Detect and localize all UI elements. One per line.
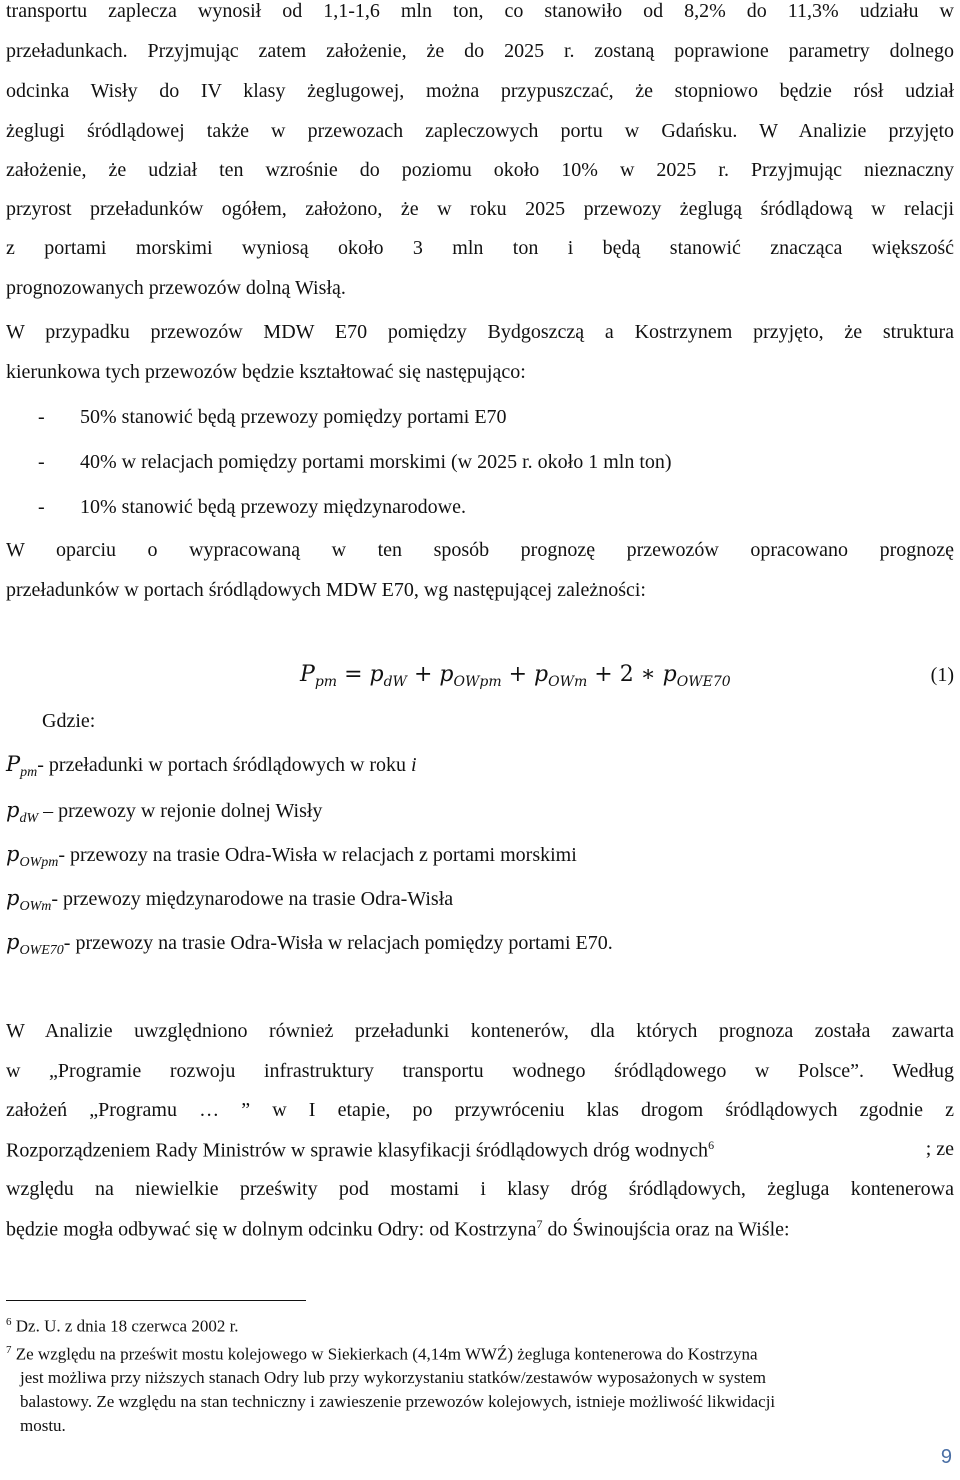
body-line-2: przeładunkach. Przyjmując zatem założenie, że do 2025 r. zostaną poprawione parametry dolnego (6, 40, 954, 62)
body-line-17: względu na niewielkie prześwity pod mostami i klasy dróg śródlądowych, żegluga kontenerowa (6, 1178, 954, 1200)
body-line-16: Rozporządzeniem Rady Ministrów w sprawie klasyfikacji śródlądowych dróg wodnych$^6$ ; ze (6, 1138, 954, 1162)
footnote-6: $^6$ Dz. U. z dnia 18 czerwca 2002 r. (6, 1316, 239, 1336)
bullet-marker: - (38, 496, 45, 518)
body-line-8: prognozowanych przewozów dolną Wisłą. (6, 277, 346, 299)
footnote-7-line: balastowy. Ze względu na stan techniczny i zawieszenie przewozów kolejowych, istnieje możliwość likwidacji (20, 1392, 776, 1411)
definition-item: $p_{OWm}-$ przewozy międzynarodowe na trasie Odra-Wisła (6, 886, 454, 914)
definition-item: $p_{dW}$ – przewozy w rejonie dolnej Wisły (6, 798, 323, 826)
bullet-item: 50% stanowić będą przewozy pomiędzy portami E70 (80, 406, 507, 428)
equation-number: (1) (930, 664, 954, 686)
footnote-7: $^7$ Ze względu na prześwit mostu kolejowego w Siekierkach (4,14m WWŹ) żegluga kontenerowa do Kostrzyna (6, 1344, 758, 1364)
body-line-9: W przypadku przewozów MDW E70 pomiędzy Bydgoszczą a Kostrzynem przyjęto, że struktura (6, 321, 954, 343)
where-label: Gdzie: (42, 710, 96, 732)
formula: $P_{pm} = p_{dW} + p_{OWpm} + p_{OWm} + 2$ ∗ $p_{OWE70}$ (300, 662, 731, 690)
footnote-ref: 7 (536, 1217, 543, 1231)
bullet-marker: - (38, 451, 45, 473)
body-line-3: odcinka Wisły do IV klasy żeglugowej, można przypuszczać, że stopniowo będzie rósł udział (6, 80, 954, 102)
body-line-12: przeładunków w portach śródlądowych MDW E70, wg następującej zależności: (6, 579, 646, 601)
body-line-5: założenie, że udział ten wzrośnie do poziomu około 10% w 2025 r. Przyjmując nieznaczny (6, 159, 954, 181)
body-line-18: będzie mogła odbywać się w dolnym odcinku Odry: od Kostrzyna$^7$ do Świnoujścia oraz na Wiśle: (6, 1217, 790, 1241)
bullet-marker: - (38, 406, 45, 428)
page-number: 9 (940, 1446, 952, 1468)
body-line-7: z portami morskimi wyniosą około 3 mln ton i będą stanowić znacząca większość (6, 237, 954, 259)
body-line-10: kierunkowa tych przewozów będzie kształtować się następująco: (6, 361, 526, 383)
body-line-14: w „Programie rozwoju infrastruktury transportu wodnego śródlądowego w Polsce”. Według (6, 1060, 954, 1082)
footnote-7-line: jest możliwa przy niższych stanach Odry lub przy wykorzystaniu statków/zestawów wyposażonych w system (20, 1368, 766, 1387)
footnote-separator (6, 1300, 306, 1301)
body-line-13: W Analizie uwzględniono również przeładunki kontenerów, dla których prognoza została zawarta (6, 1020, 954, 1042)
definition-item: $p_{OWpm}-$ przewozy na trasie Odra-Wisła w relacjach z portami morskimi (6, 842, 577, 870)
bullet-item: 40% w relacjach pomiędzy portami morskimi (w 2025 r. około 1 mln ton) (80, 451, 672, 473)
footnote-ref: 6 (708, 1138, 715, 1152)
footnote-7-line: mostu. (20, 1416, 66, 1435)
definition-item: $P_{pm}-$ przeładunki w portach śródlądowych w roku i (6, 752, 417, 780)
body-line-4: żeglugi śródlądowej także w przewozach zapleczowych portu w Gdańsku. W Analizie przyjęto (6, 120, 954, 142)
bullet-item: 10% stanowić będą przewozy międzynarodowe. (80, 496, 466, 518)
body-line-1: transportu zaplecza wynosił od 1,1-1,6 mln ton, co stanowiło od 8,2% do 11,3% udziału w (6, 0, 954, 22)
body-line-11: W oparciu o wypracowaną w ten sposób prognozę przewozów opracowano prognozę (6, 539, 954, 561)
body-line-6: przyrost przeładunków ogółem, założono, że w roku 2025 przewozy żeglugą śródlądową w relacji (6, 198, 954, 220)
definition-item: $p_{OWE70}-$ przewozy na trasie Odra-Wisła w relacjach pomiędzy portami E70. (6, 930, 613, 958)
body-line-15: założeń „Programu … ” w I etapie, po przywróceniu klas drogom śródlądowych zgodnie z (6, 1099, 954, 1121)
